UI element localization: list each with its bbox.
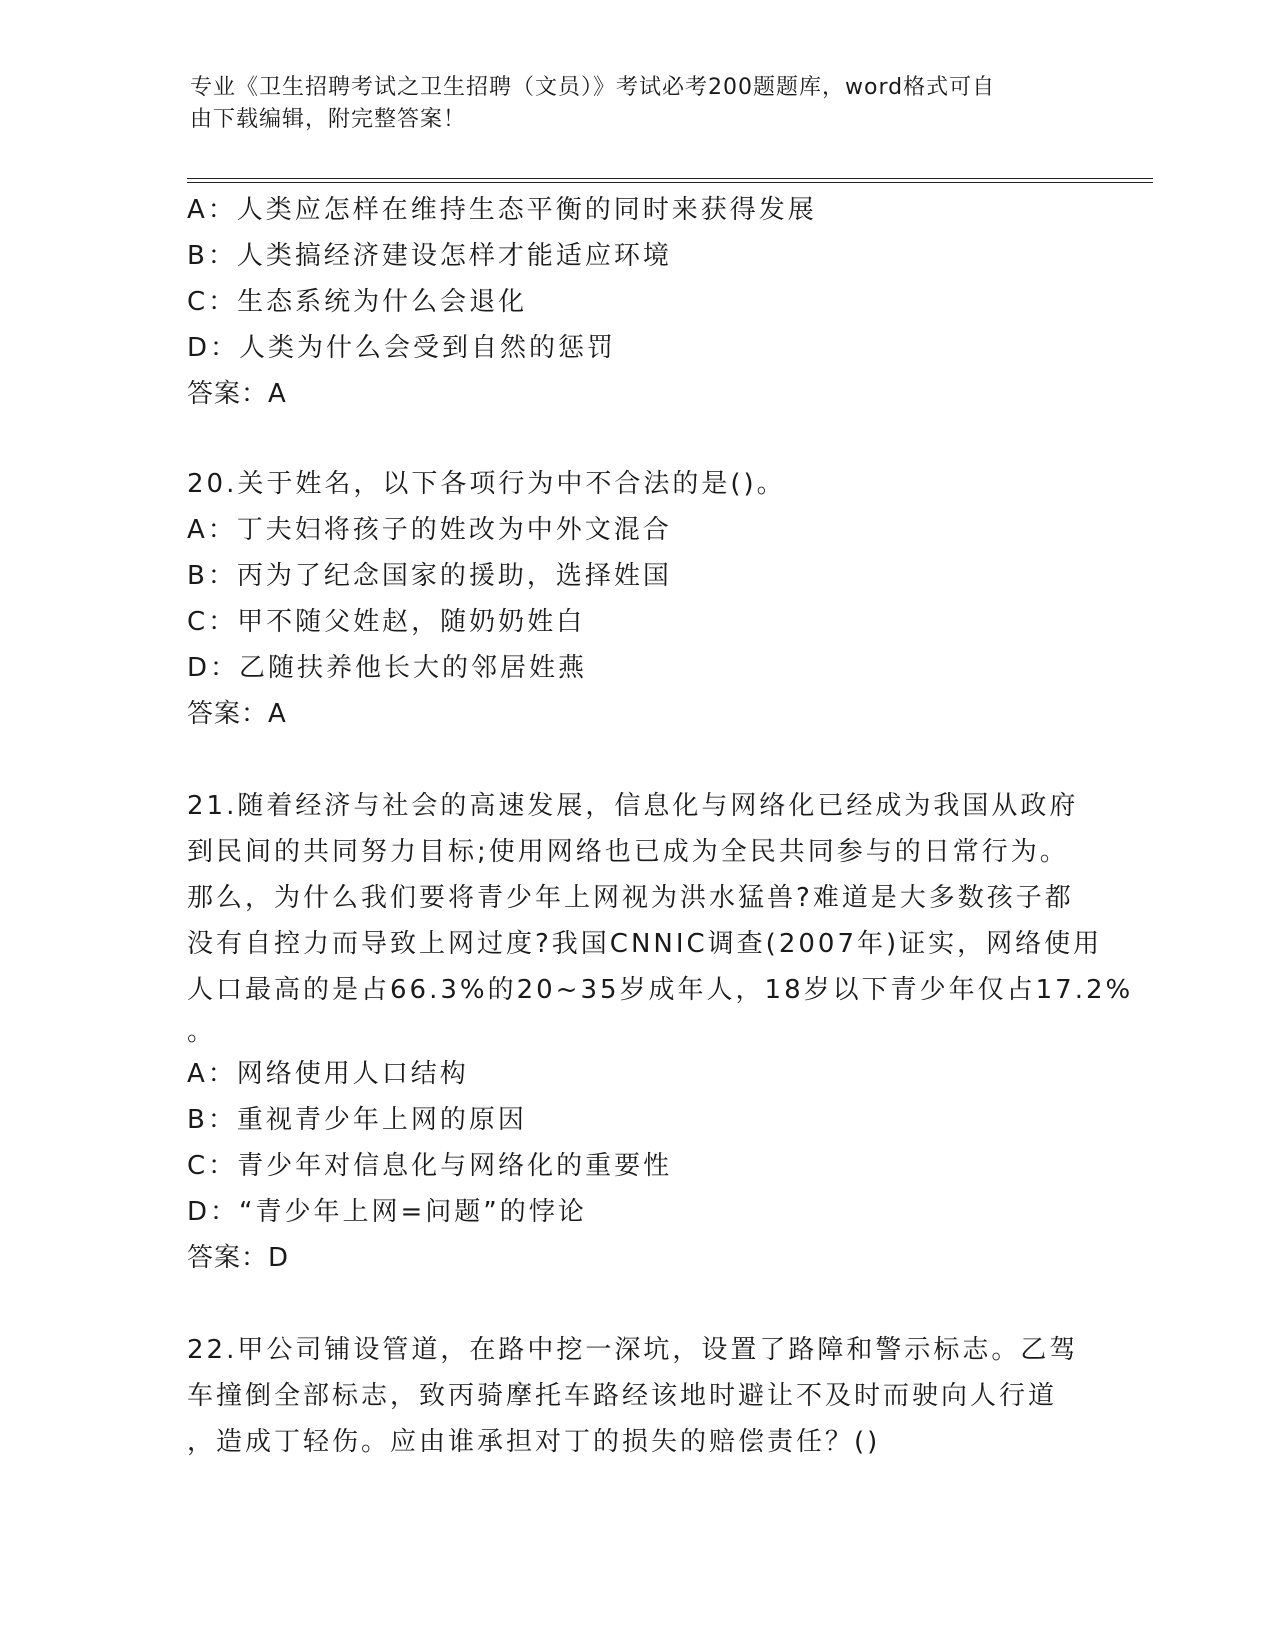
option-a: A：人类应怎样在维持生态平衡的同时来获得发展 — [187, 195, 817, 225]
option-c: C：青少年对信息化与网络化的重要性 — [187, 1151, 673, 1181]
answer: 答案：D — [187, 1243, 290, 1273]
option-c: C：生态系统为什么会退化 — [187, 287, 528, 317]
question-gap — [187, 417, 1087, 461]
question-gap — [187, 1281, 1087, 1327]
option-c: C：甲不随父姓赵，随奶奶姓白 — [187, 607, 586, 637]
header-line-1: 专业《卫生招聘考试之卫生招聘（文员）》考试必考200题题库，word格式可自 — [190, 75, 996, 100]
question-stem — [187, 1327, 1087, 1465]
answer: 答案：A — [187, 699, 287, 729]
option-a: A：网络使用人口结构 — [187, 1059, 469, 1089]
option-b: B：丙为了纪念国家的援助，选择姓国 — [187, 561, 672, 591]
stem-line: 没有自控力而导致上网过度?我国CNNIC调查(2007年)证实，网络使用 — [187, 929, 1103, 959]
stem-line: 21.随着经济与社会的高速发展，信息化与网络化已经成为我国从政府 — [187, 791, 1079, 821]
option-d: D：人类为什么会受到自然的惩罚 — [187, 333, 617, 363]
header-divider-bottom — [187, 182, 1153, 183]
answer: 答案：A — [187, 379, 287, 409]
stem-line: 车撞倒全部标志，致丙骑摩托车路经该地时避让不及时而驶向人行道 — [187, 1381, 1058, 1411]
question-stem — [187, 783, 1134, 1051]
stem-line: 22.甲公司铺设管道，在路中挖一深坑，设置了路障和警示标志。乙驾 — [187, 1335, 1079, 1365]
option-a: A：丁夫妇将孩子的姓改为中外文混合 — [187, 515, 672, 545]
question-22 — [187, 1327, 1087, 1465]
stem-line: 那么，为什么我们要将青少年上网视为洪水猛兽?难道是大多数孩子都 — [187, 883, 1074, 913]
option-d: D：乙随扶养他长大的邻居姓燕 — [187, 653, 588, 683]
question-20 — [187, 461, 1087, 737]
question-21 — [187, 783, 1134, 1281]
stem-line: 人口最高的是占66.3%的20~35岁成年人，18岁以下青少年仅占17.2% — [187, 975, 1134, 1005]
option-b: B：人类搞经济建设怎样才能适应环境 — [187, 241, 672, 271]
stem-line: 到民间的共同努力目标;使用网络也已成为全民共同参与的日常行为。 — [187, 837, 1069, 867]
stem-line: ，造成丁轻伤。应由谁承担对丁的损失的赔偿责任？() — [187, 1427, 881, 1457]
question-list — [187, 187, 1134, 1465]
question-gap — [187, 737, 1087, 783]
stem-line: 。 — [187, 1017, 217, 1047]
question-19 — [187, 187, 1087, 417]
option-b: B：重视青少年上网的原因 — [187, 1105, 527, 1135]
header-line-2: 由下载编辑，附完整答案！ — [190, 107, 467, 132]
header-divider-top — [187, 178, 1153, 179]
document-header — [190, 72, 1070, 136]
option-d: D：“青少年上网=问题”的悖论 — [187, 1197, 587, 1227]
question-stem: 20.关于姓名，以下各项行为中不合法的是()。 — [187, 469, 786, 499]
